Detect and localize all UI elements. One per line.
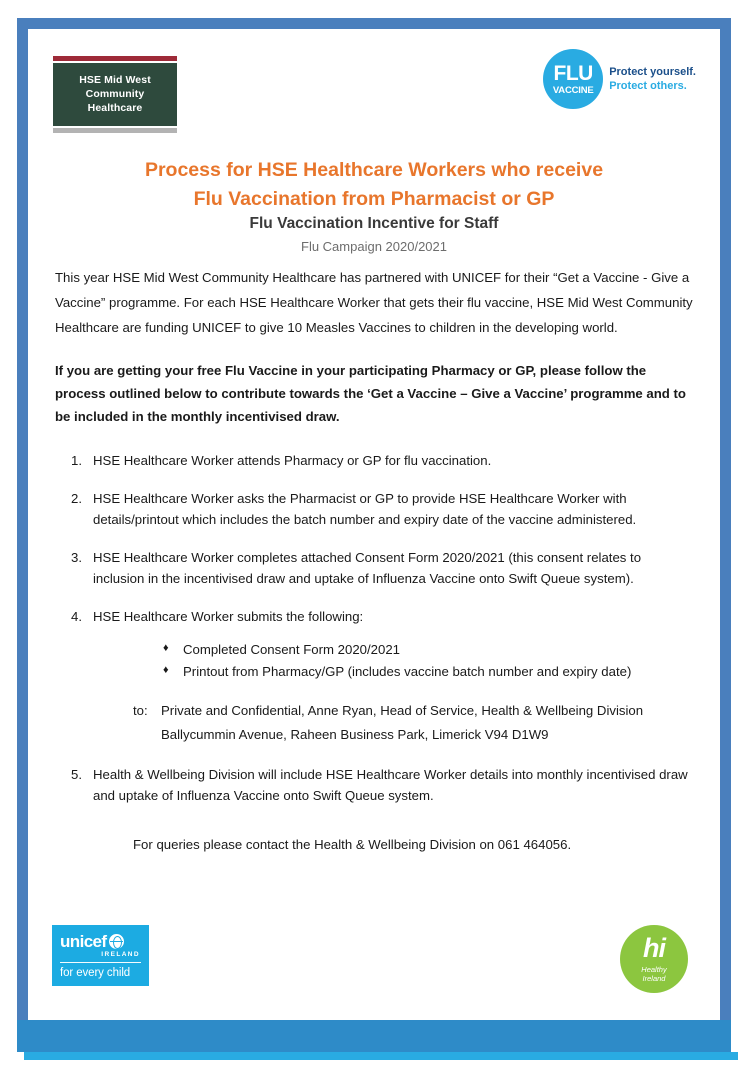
flu-tagline: [609, 65, 696, 93]
page-subtitle: Flu Vaccination Incentive for Staff: [249, 215, 499, 232]
healthy-ireland-mark: hi: [643, 933, 665, 963]
process-step-5: [55, 764, 695, 806]
submission-address-block: [133, 699, 695, 747]
submission-item-2-text: Printout from Pharmacy/GP (includes vaccine batch number and expiry date): [183, 664, 632, 679]
hse-logo-top-bar: [53, 56, 177, 61]
address-to-label: to:: [133, 703, 148, 718]
diamond-bullet-icon: ♦: [163, 664, 169, 676]
page-title-line2: Flu Vaccination from Pharmacist or GP: [193, 188, 555, 210]
document-sheet: [28, 29, 720, 1041]
document-header: [28, 29, 720, 141]
document-body: [55, 265, 695, 855]
submission-item-1: [161, 639, 695, 660]
unicef-wordmark-row: [60, 933, 141, 950]
process-step-1-text: HSE Healthcare Worker attends Pharmacy or GP for flu vaccination.: [93, 453, 492, 468]
process-step-2-text: HSE Healthcare Worker asks the Pharmacist or GP to provide HSE Healthcare Worker with details/printout which includes the batch number and expiry date of the vaccine administered.: [93, 491, 637, 527]
hse-logo-line1: HSE Mid West: [79, 74, 151, 86]
process-step-1: [55, 450, 695, 471]
healthy-ireland-sub-line1: Healthy: [641, 965, 667, 974]
hse-logo-bottom-bar: [53, 128, 177, 133]
unicef-divider: [60, 962, 141, 963]
hse-mid-west-logo: [53, 56, 177, 133]
hse-logo-line2: Community Healthcare: [85, 88, 145, 114]
diamond-bullet-icon: ♦: [163, 642, 169, 654]
footer-accent-bar-light: [24, 1052, 738, 1060]
unicef-country-label: IRELAND: [101, 951, 140, 958]
page-title-line1: Process for HSE Healthcare Workers who receive: [144, 159, 604, 181]
hse-logo-box: [53, 63, 177, 126]
process-steps-list: [55, 450, 695, 806]
submission-item-2: [161, 661, 695, 682]
address-line-1: Private and Confidential, Anne Ryan, Head of Service, Health & Wellbeing Division: [161, 703, 644, 718]
healthy-ireland-logo: [620, 925, 688, 993]
unicef-globe-icon: [109, 934, 124, 949]
flu-circle-line1: FLU: [553, 61, 593, 85]
flu-vaccine-logo: [543, 49, 696, 109]
process-step-4-text: HSE Healthcare Worker submits the following:: [93, 609, 364, 624]
process-step-3: [55, 547, 695, 589]
process-step-4: [55, 606, 695, 747]
address-line-2: Ballycummin Avenue, Raheen Business Park, Limerick V94 D1W9: [161, 727, 549, 742]
submission-item-1-text: Completed Consent Form 2020/2021: [183, 642, 400, 657]
flu-circle-line2: VACCINE: [552, 84, 594, 96]
campaign-label: Flu Campaign 2020/2021: [301, 239, 447, 254]
submission-items-list: [161, 639, 695, 682]
footer-accent-bar: [17, 1020, 731, 1052]
unicef-ireland-logo: [52, 925, 149, 986]
unicef-tagline: for every child: [60, 967, 131, 979]
page-border-frame: [17, 18, 731, 1052]
flu-vaccine-circle-icon: [543, 49, 603, 109]
process-step-2: [55, 488, 695, 530]
unicef-wordmark: unicef: [60, 932, 107, 951]
healthy-ireland-sub-line2: Ireland: [642, 974, 666, 983]
page-title: [68, 156, 680, 214]
address-to-row: [133, 699, 695, 723]
process-step-5-text: Health & Wellbeing Division will include HSE Healthcare Worker details into monthly incentivised draw and uptake of Influenza Vaccine onto Swift Queue system.: [93, 767, 688, 803]
healthy-ireland-sublabel: [641, 965, 666, 983]
flu-tagline-line2: Protect others.: [609, 80, 687, 92]
flu-tagline-line1: Protect yourself.: [609, 66, 696, 78]
process-step-3-text: HSE Healthcare Worker completes attached Consent Form 2020/2021 (this consent relates to inclusion in the incentivised draw and uptake of Influenza Vaccine onto Swift Queue system).: [93, 550, 642, 586]
intro-paragraph: This year HSE Mid West Community Healthcare has partnered with UNICEF for their “Get a Vaccine - Give a Vaccine” programme. For each HSE Healthcare Worker that gets their flu vaccine, HSE Mid West Community Healthcare are funding UNICEF to give 10 Measles Vaccines to children in the developing world.: [55, 270, 693, 335]
queries-contact-line: For queries please contact the Health & Wellbeing Division on 061 464056.: [133, 837, 572, 852]
instruction-paragraph: If you are getting your free Flu Vaccine in your participating Pharmacy or GP, please follow the process outlined below to contribute towards the ‘Get a Vaccine – Give a Vaccine’ programme and to be included in the monthly incentivised draw.: [55, 363, 686, 424]
